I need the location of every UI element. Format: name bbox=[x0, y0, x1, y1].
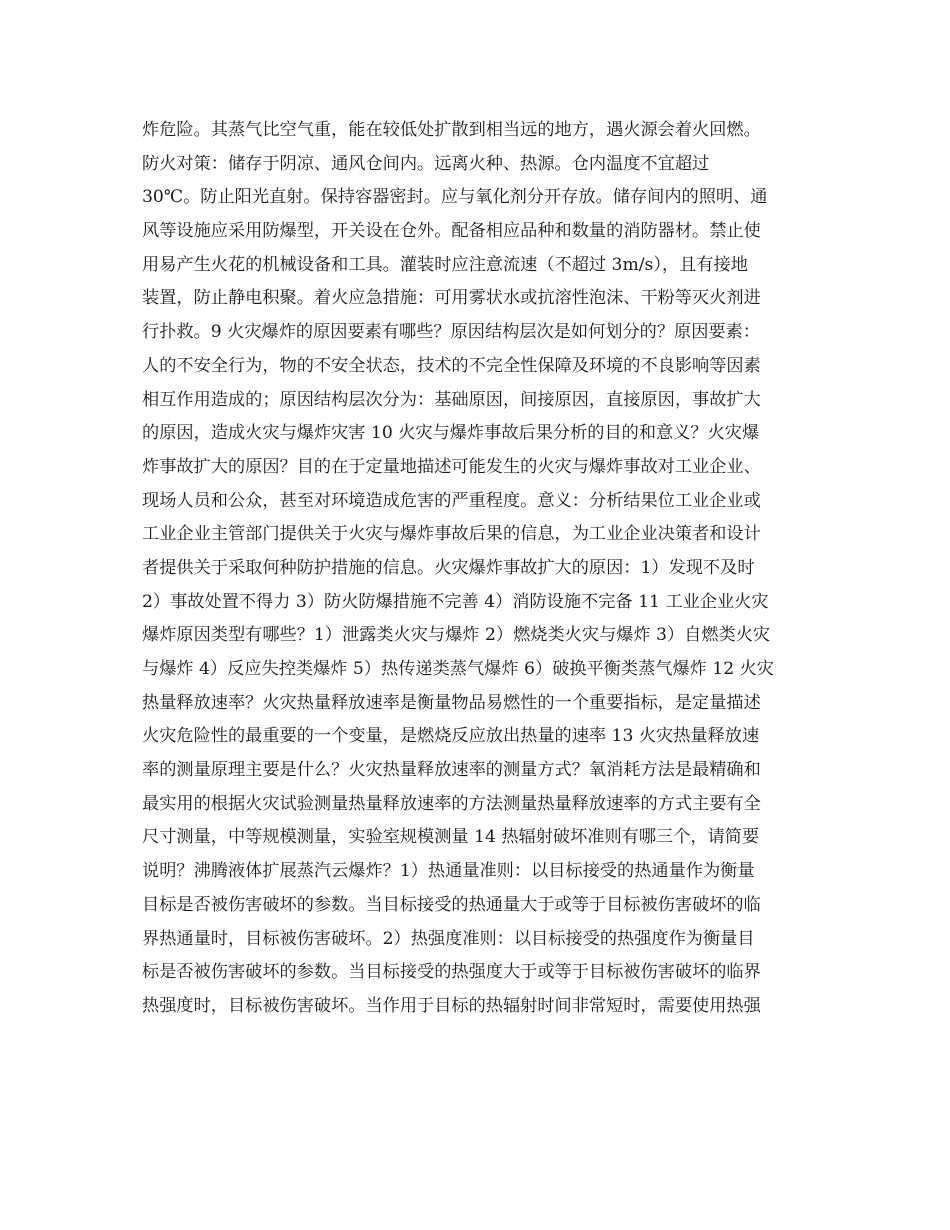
text-line: 30℃。防止阳光直射。保持容器密封。应与氧化剂分开存放。储存间内的照明、通 bbox=[142, 187, 768, 208]
text-line: 行扑救。9 火灾爆炸的原因要素有哪些？原因结构层次是如何划分的？原因要素： bbox=[142, 322, 760, 343]
text-line: 装置，防止静电积聚。着火应急措施：可用雾状水或抗溶性泡沫、干粉等灭火剂进 bbox=[142, 288, 761, 309]
text-line: 炸事故扩大的原因？目的在于定量地描述可能发生的火灾与爆炸事故对工业企业、 bbox=[142, 456, 761, 477]
text-line: 现场人员和公众，甚至对环境造成危害的严重程度。意义：分析结果位工业企业或 bbox=[142, 490, 761, 511]
text-line: 热强度时，目标被伤害破坏。当作用于目标的热辐射时间非常短时，需要使用热强 bbox=[142, 995, 761, 1016]
text-line: 率的测量原理主要是什么？火灾热量释放速率的测量方式？氧消耗方法是最精确和 bbox=[142, 760, 761, 781]
text-line: 最实用的根据火灾试验测量热量释放速率的方法测量热量释放速率的方式主要有全 bbox=[142, 793, 761, 814]
text-line: 炸危险。其蒸气比空气重，能在较低处扩散到相当远的地方，遇火源会着火回燃。 bbox=[142, 120, 761, 140]
text-line: 者提供关于采取何种防护措施的信息。火灾爆炸事故扩大的原因：1）发现不及时 bbox=[142, 557, 755, 578]
text-line: 界热通量时，目标被伤害破坏。2）热强度准则：以目标接受的热强度作为衡量目 bbox=[142, 928, 755, 949]
text-line: 火灾危险性的最重要的一个变量，是燃烧反应放出热量的速率 13 火灾热量释放速 bbox=[142, 726, 760, 747]
text-line: 的原因，造成火灾与爆炸灾害 10 火灾与爆炸事故后果分析的目的和意义？火灾爆 bbox=[142, 423, 760, 444]
text-line: 用易产生火花的机械设备和工具。灌装时应注意流速（不超过 3m/s），且有接地 bbox=[142, 254, 748, 275]
text-line: 标是否被伤害破坏的参数。当目标接受的热强度大于或等于目标被伤害破坏的临界 bbox=[142, 962, 761, 983]
text-line: 热量释放速率？火灾热量释放速率是衡量物品易燃性的一个重要指标，是定量描述 bbox=[142, 692, 761, 713]
text-line: 目标是否被伤害破坏的参数。当目标接受的热通量大于或等于目标被伤害破坏的临 bbox=[142, 894, 761, 915]
text-line: 工业企业主管部门提供关于火灾与爆炸事故后果的信息，为工业企业决策者和设计 bbox=[142, 524, 761, 545]
text-line: 与爆炸 4）反应失控类爆炸 5）热传递类蒸气爆炸 6）破换平衡类蒸气爆炸 12 火灾 bbox=[142, 659, 774, 679]
text-line: 说明？沸腾液体扩展蒸汽云爆炸？1）热通量准则：以目标接受的热通量作为衡量 bbox=[142, 861, 755, 882]
text-line: 防火对策：储存于阴凉、通风仓间内。远离火种、热源。仓内温度不宜超过 bbox=[142, 153, 710, 174]
text-line: 风等设施应采用防爆型，开关设在仓外。配备相应品种和数量的消防器材。禁止使 bbox=[142, 221, 761, 242]
text-line: 人的不安全行为，物的不安全状态，技术的不完全性保障及环境的不良影响等因素 bbox=[142, 355, 761, 376]
text-line: 爆炸原因类型有哪些？1）泄露类火灾与爆炸 2）燃烧类火灾与爆炸 3）自燃类火灾 bbox=[142, 625, 771, 646]
text-line: 尺寸测量，中等规模测量，实验室规模测量 14 热辐射破坏准则有哪三个，请简要 bbox=[142, 827, 760, 848]
text-line: 2）事故处置不得力 3）防火防爆措施不完善 4）消防设施不完备 11 工业企业火灾 bbox=[142, 591, 769, 612]
body-text bbox=[142, 114, 822, 1024]
text-line: 相互作用造成的；原因结构层次分为：基础原因，间接原因，直接原因，事故扩大 bbox=[142, 389, 761, 410]
